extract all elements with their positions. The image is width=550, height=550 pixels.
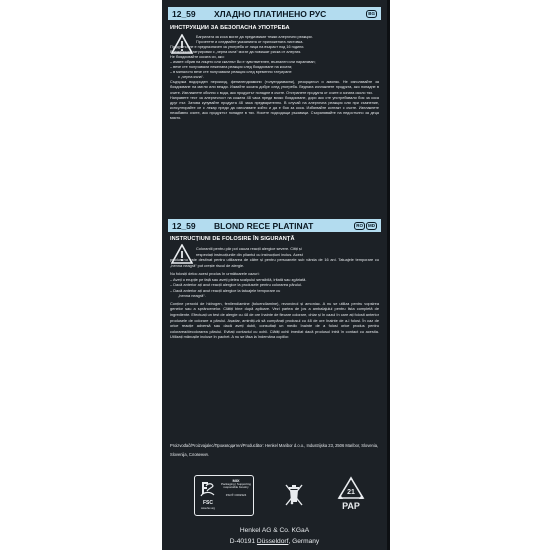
crossed-bin-icon — [284, 482, 304, 508]
text-paragraph: produs nu este destinat pentru utilizarea de către și pentru persoanele sub vârsta de 16 ani. Tatuajele temporare cu „henna neagră“ pot crește riscul de alergie. — [170, 257, 379, 268]
recycling-number: 21 — [347, 489, 355, 496]
text-line: Прочетете и следвайте указанията от приложената листовка. — [196, 40, 304, 45]
recycling-pap-icon — [337, 476, 365, 512]
fsc-label: FSC — [203, 500, 213, 506]
product-code: 12_59 — [172, 8, 196, 19]
text-line: – Dacă anterior ați avut reacții alergice la tatuajele temporare cu — [170, 287, 281, 293]
address-postcode: D-40191 — [229, 538, 257, 545]
language-badge: MD — [368, 222, 375, 228]
text-line: Nu folosiți deloc acest produs în următoarele cazuri: — [170, 271, 260, 277]
safety-instructions-title: ИНСТРУКЦИИ ЗА БЕЗОПАСНА УПОТРЕБА — [170, 25, 290, 31]
company-name: Henkel AG & Co. KGaA — [239, 527, 310, 534]
text-line: Colorantii pentru păr pot cauza reacții alergice severe. Citiți și — [196, 246, 302, 251]
product-name: ХЛАДНО ПЛАТИНЕНО РУС — [214, 8, 327, 19]
fsc-tree-icon — [198, 479, 218, 513]
text-line: – Aveți o erupție pe față sau aveți pielea scalpului sensibilă, iritată sau zgâriată. — [170, 276, 307, 282]
fsc-mix: MIX — [232, 478, 240, 483]
text-line: „henna neagră“. — [178, 293, 206, 299]
recycling-code: PAP — [342, 501, 360, 511]
fsc-line: Packaging | Supporting — [221, 481, 251, 486]
text-paragraph: Направете тест за алергичност на кожата 48 часа преди всяко боядисване, дори ако сте употребявали боя за коса друг път. Затова купувайте продукта 48 часа предварително. В случай на алергична реакция или при съмнение, консултирайте се с лекар преди да използвате който и да е боя за коса. Избягвайте контакт с очите. Изплакнете незабавно очите, ако продуктът попадне в тях. Носете подходящи ръкавици. Съхранявайте на недостъпно за деца място. — [170, 95, 379, 120]
fsc-line: responsible forestry — [223, 485, 249, 490]
instructions-text-ro — [170, 246, 379, 340]
address-city: Düsseldorf — [256, 538, 289, 545]
company-address — [162, 538, 387, 545]
language-badge: RO — [356, 222, 363, 228]
product-code: 12_59 — [172, 220, 196, 231]
text-line: Не боядисвайте косата си, ако: — [170, 55, 225, 60]
text-paragraph: Conține peroxid de hidrogen, fenilendiamine (toluendiamine), rezorcinol și amoniac. A nu se utiliza pentru vopsirea genelor sau a sprâncenelor. Clătiți bine după aplicare. Vezi partea de jos a ambalajului pentru lista completă de ingrediente. Efectuați un test de alergie cu 48 de ore înainte de fiecare colorare, chiar și în cazul în care ați folosit anterior produsele de colorare a părului. Așadar, amintiți-vă să cumpărați produsul cu 48 de ore înainte de a-l folosi. În caz de orice reacție adversă sau dacă aveți dubii, consultați un medic înainte de a folosi orice produs pentru colorarea/decolorarea părului. Evitați contactul cu ochii. Clătiți ochii imediat dacă produsul intră în contact cu acestia. Utilizați mănușile incluse în pachet. A nu se lăsa la îndemâna copiilor. — [170, 300, 379, 340]
text-line: respectați instrucțiunile din pliantul cu instrucțiuni inclus. Acest — [196, 251, 303, 257]
address-country: , Germany — [288, 538, 320, 545]
text-line: Продуктът не е предназначен за употреба от лица на възраст под 16 години. — [170, 45, 305, 50]
text-line: с „черна къна“. — [178, 75, 204, 80]
section-header-ro — [168, 219, 381, 232]
instructions-text-bg — [170, 35, 379, 121]
product-name: BLOND RECE PLATINAT — [214, 220, 314, 231]
strip-edge — [387, 0, 390, 550]
section-header-bg — [168, 7, 381, 20]
text-paragraph: Съдържа водороден пероксид, фенилендиамини (толуендиамини), резорцинол и амоняк. Не използвайте за боядисване на мигли или вежди. Измийте косата добре след употреба. Веднага изплакнете продукта, ако попадне в очите. Изплакнете обилно с вода, ако продуктът попадне в очите. Отстранете продукта от очите и зоната около тях. — [170, 80, 379, 95]
text-line: – в миналото вече сте получавали реакция след временно татуиране — [170, 70, 292, 75]
label-strip — [162, 0, 387, 550]
text-line: – Dacă anterior ați avut reacții alergice la produsele pentru colorarea părului. — [170, 282, 302, 288]
producer-info: Proizvođač/Proizvajalec/Производител/Producător: Henkel Maribor d.o.o., Industrijska 23, 2506 Maribor, Slovenia, Slovenija, Словения. — [170, 443, 379, 457]
text-line: – имате обрив на лицето или скалпът Ви е чувствителен, възпален или нараняван; — [170, 60, 316, 65]
language-badge: BG — [368, 10, 375, 16]
text-line: Временните татуировки с „черна къна“ могат да повишат риска от алергия. — [170, 50, 302, 55]
safety-instructions-title: INSTRUCȚIUNI DE FOLOSIRE ÎN SIGURANȚĂ — [170, 236, 295, 242]
text-line: Багрилата за коса могат да предизвикат тежки алергични реакции. — [196, 35, 313, 39]
fsc-claim — [219, 479, 253, 497]
text-line: – вече сте получавали нежелана реакция след боядисване на косата; — [170, 65, 293, 70]
fsc-code: FSC® C002324 — [225, 492, 247, 497]
fsc-site: www.fsc.org — [201, 507, 215, 510]
